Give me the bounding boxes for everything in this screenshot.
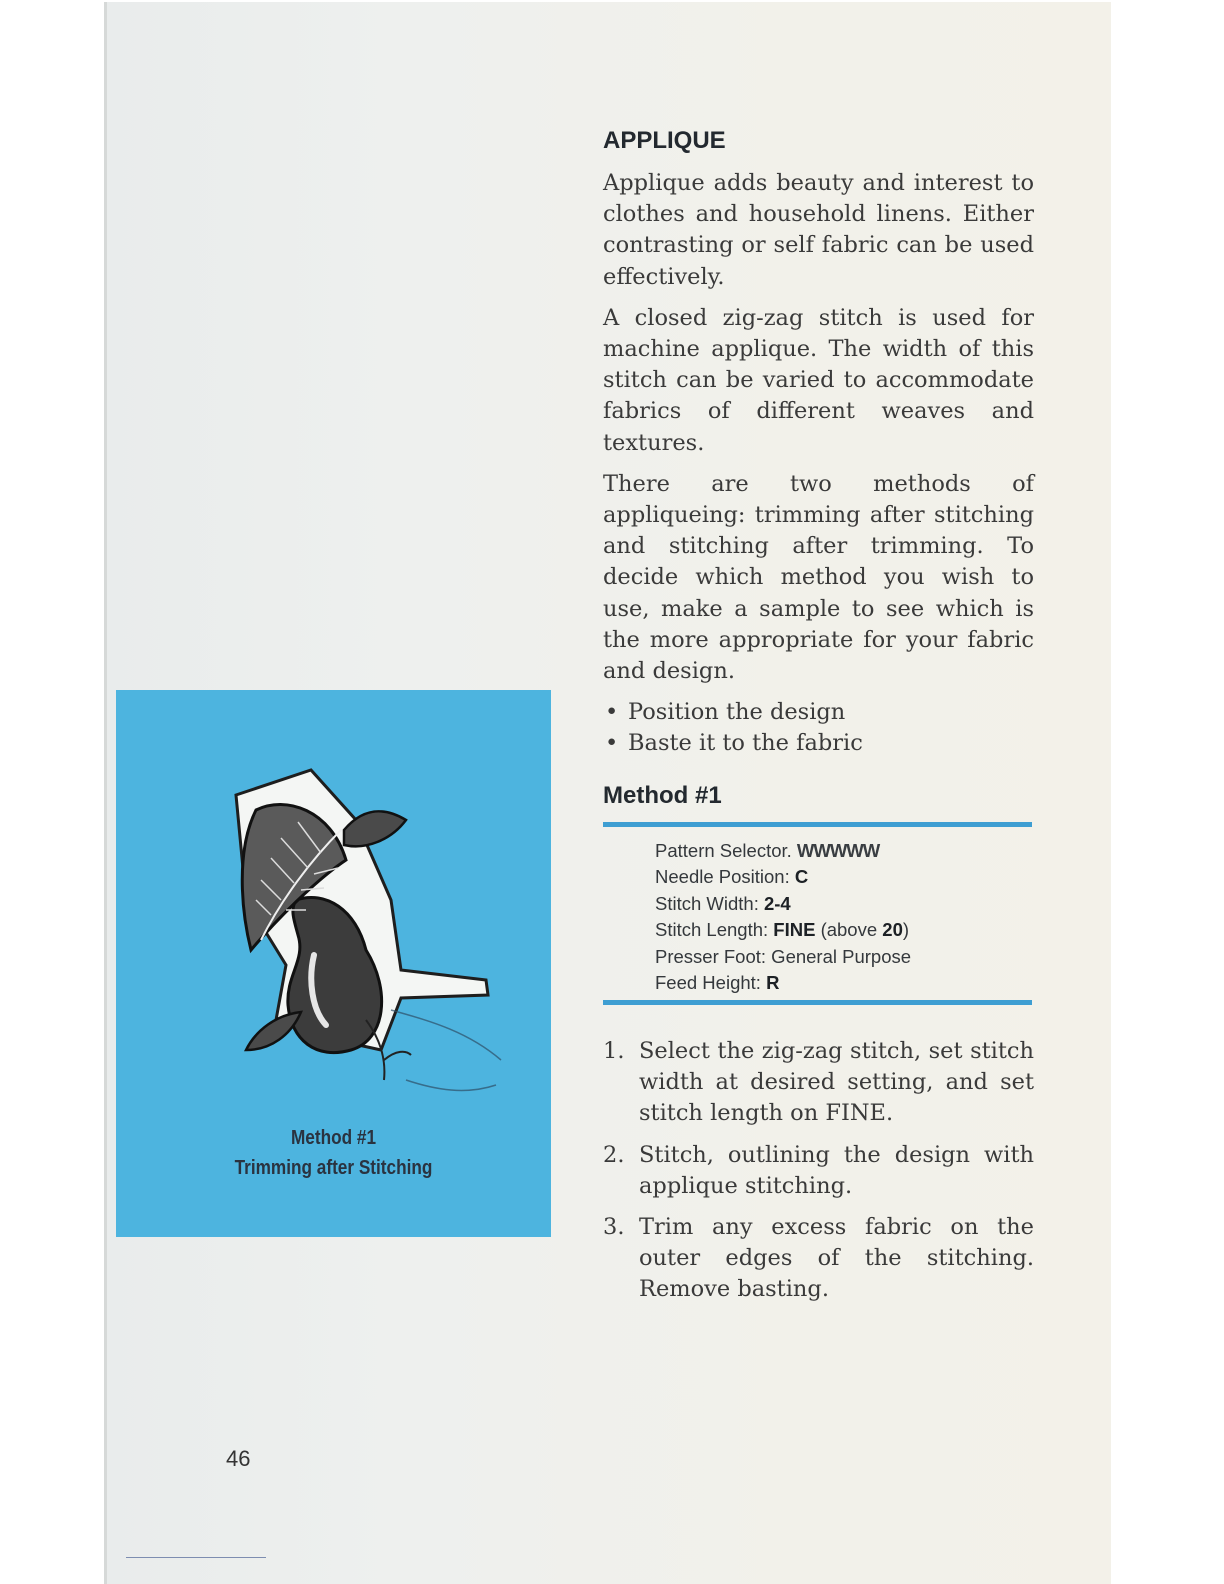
step-text: Trim any excess fabric on the outer edges of the stitching. Remove basting. [639,1214,1034,1303]
step-item [603,1036,1034,1130]
setting-pattern: Pattern Selector. WWWWW [655,840,880,861]
step-number: 1. [603,1038,625,1064]
figure-caption-line-1: Method #1 [290,1127,377,1149]
figure-caption [146,1123,520,1183]
setting-presser-foot: Presser Foot: General Purpose [655,945,912,967]
figure-panel [116,690,551,1237]
method-title: Method #1 [603,782,722,809]
paragraph-3: There are two methods of appliqueing: trimming after stitching and stitching after trimming. To decide which method you wish to use, make a sample to see which is the more appropriate for your fabric and design. [603,470,1034,685]
zigzag-pattern-icon: WWWWW [796,840,880,861]
settings-top-rule [603,822,1032,827]
machine-settings-box [655,838,911,996]
paragraph-1: Applique adds beauty and interest to clothes and household linens. Either contrasting or self fabric can be used effectively. [603,170,1034,290]
bullet-item: • Baste it to the fabric [603,728,1034,759]
step-number: 2. [603,1141,625,1168]
section-title: APPLIQUE [603,127,726,154]
step-text: Select the zig-zag stitch, set stitch width at desired setting, and set stitch length on FINE. [639,1038,1034,1127]
step-item [603,1212,1034,1306]
step-item [603,1140,1034,1202]
step-text: Stitch, outlining the design with applique stitching. [639,1141,1034,1199]
pear-applique-illustration [216,750,516,1100]
bullet-list [603,697,1034,759]
setting-feed: Feed Height: R [655,972,780,994]
settings-bottom-rule [603,1000,1032,1005]
footer-line [126,1557,266,1558]
figure-caption-line-2: Trimming after Stitching [234,1157,433,1179]
body-text [603,168,1034,760]
steps-list [603,1036,1034,1316]
setting-width: Stitch Width: 2-4 [655,892,791,914]
bullet-item: • Position the design [603,697,1034,728]
step-number: 3. [603,1214,625,1241]
paragraph-2: A closed zig-zag stitch is used for machine applique. The width of this stitch can be varied to accommodate fabrics of different weaves and textures. [603,304,1034,456]
setting-length: Stitch Length: FINE (above 20) [655,919,910,941]
page-number: 46 [226,1446,251,1471]
setting-needle: Needle Position: C [655,866,809,888]
